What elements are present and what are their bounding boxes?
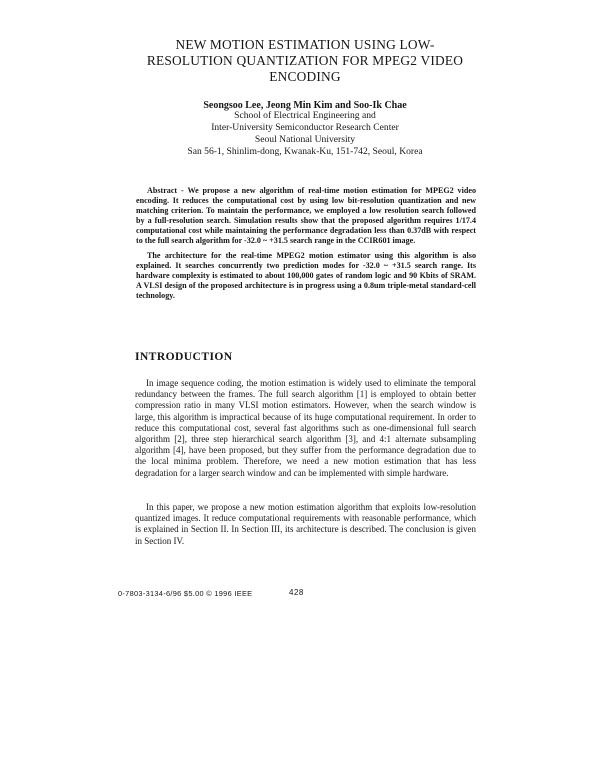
- title-line-2: RESOLUTION QUANTIZATION FOR MPEG2 VIDEO: [146, 53, 464, 68]
- introduction-paragraph-2: In this paper, we propose a new motion estimation algorithm that exploits low-resolution quantized images. It reduce computational requirements with reasonable performance, which is explained in Section II. In Section III, its architecture is described. The conclusion is given in Section IV.: [135, 502, 476, 546]
- title-line-3: ENCODING: [269, 69, 341, 84]
- abstract-text-1: We propose a new algorithm of real-time motion estimation for MPEG2 video encoding. It reduces the computational cost by using low bit-resolution quantization and new matching criterion. To maintain the performance, we employed a low resolution search followed by a full-resolution search. Simulation results show that the proposed algorithm requires 1/17.4 computational cost while maintaining the performance degradation less than 0.37dB with respect to the full search algorithm for -32.0 ~ +31.5 search range in the CCIR601 image.: [136, 186, 476, 245]
- author-affiliation: [150, 110, 460, 158]
- copyright-footer: 0-7803-3134-6/96 $5.00 © 1996 IEEE: [118, 589, 253, 598]
- abstract-paragraph-2: The architecture for the real-time MPEG2 motion estimator using this algorithm is also explained. It searches concurrently two prediction modes for -32.0 ~ +31.5 search range. Its hardware complexity is estimated to about 100,000 gates of random logic and 90 Kbits of SRAM. A VLSI design of the proposed architecture is in progress using a 0.8um triple-metal standard-cell technology.: [136, 251, 476, 300]
- affiliation-line-1: School of Electrical Engineering and: [234, 110, 376, 121]
- title-line-1: NEW MOTION ESTIMATION USING LOW-: [175, 37, 435, 52]
- introduction-paragraph-1: In image sequence coding, the motion estimation is widely used to eliminate the temporal redundancy between the frames. The full search algorithm [1] is employed to obtain better compression ratio in many VLSI motion estimators. However, when the search window is large, this algorithm is impractical because of its huge computational requirement. In order to reduce this computational cost, several fast algorithms such as one-dimensional full search algorithm [2], three step hierarchical search algorithm [3], and 4:1 alternate subsampling algorithm [4], have been proposed, but they suffer from the performance degradation due to the local minima problem. Therefore, we need a new motion estimation that has less degradation for a larger search window and can be implemented with simple hardware.: [135, 378, 476, 478]
- abstract-paragraph-1: [136, 186, 476, 246]
- paper-authors: Seongsoo Lee, Jeong Min Kim and Soo-Ik Chae: [203, 100, 407, 111]
- paper-title: [140, 37, 470, 85]
- abstract-label: Abstract -: [147, 186, 184, 195]
- affiliation-line-3: Seoul National University: [254, 134, 356, 145]
- section-heading-introduction: INTRODUCTION: [135, 350, 233, 363]
- affiliation-line-2: Inter-University Semiconductor Research Center: [211, 122, 399, 133]
- page-number: 428: [289, 588, 304, 597]
- affiliation-line-4: San 56-1, Shinlim-dong, Kwanak-Ku, 151-742, Seoul, Korea: [187, 146, 423, 157]
